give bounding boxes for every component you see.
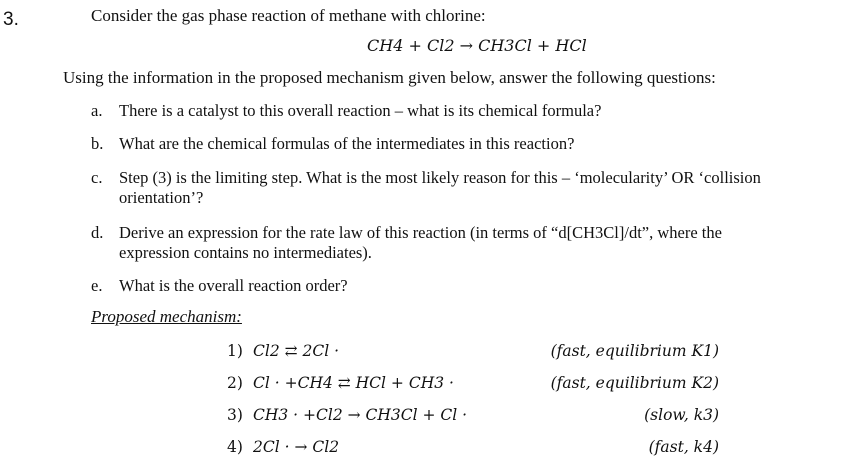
step-condition: (fast, equilibrium K1) [550,342,719,360]
question-letter: d. [91,223,104,242]
question-text: Derive an expression for the rate law of this reaction (in terms of “d[CH3Cl]/dt”, where the [119,223,722,242]
step-number: 3) [227,406,243,424]
overall-reaction [367,36,587,55]
question-number: 3. [3,9,19,30]
question-text-continued: expression contains no intermediates). [119,243,372,262]
intro-text: Consider the gas phase reaction of methane with chlorine: [91,6,486,25]
lead-text: Using the information in the proposed mechanism given below, answer the following questions: [63,68,716,87]
question-letter: b. [91,134,104,153]
step-condition: (fast, equilibrium K2) [550,374,719,392]
question-text: What are the chemical formulas of the intermediates in this reaction? [119,134,575,153]
step-condition: (fast, k4) [648,438,719,456]
question-letter: c. [91,168,103,187]
step-condition: (slow, k3) [644,406,719,424]
step-equation: CH3 · +Cl2 → CH3Cl + Cl · [253,406,468,424]
question-text: Step (3) is the limiting step. What is the most likely reason for this – ‘molecularity’ OR ‘collision [119,168,761,187]
step-equation: Cl · +CH4 ⇄ HCl + CH3 · [253,374,454,392]
step-equation: Cl2 ⇄ 2Cl · [253,342,340,360]
overall-reaction-text: CH4 + Cl2 → CH3Cl + HCl [367,36,587,55]
question-text: There is a catalyst to this overall reaction – what is its chemical formula? [119,101,602,120]
question-text-continued: orientation’? [119,188,204,207]
question-letter: a. [91,101,103,120]
mechanism-heading: Proposed mechanism: [91,307,242,326]
question-text: What is the overall reaction order? [119,276,348,295]
step-equation: 2Cl · → Cl2 [253,438,340,456]
step-number: 1) [227,342,243,360]
question-letter: e. [91,276,103,295]
step-number: 2) [227,374,243,392]
step-number: 4) [227,438,243,456]
